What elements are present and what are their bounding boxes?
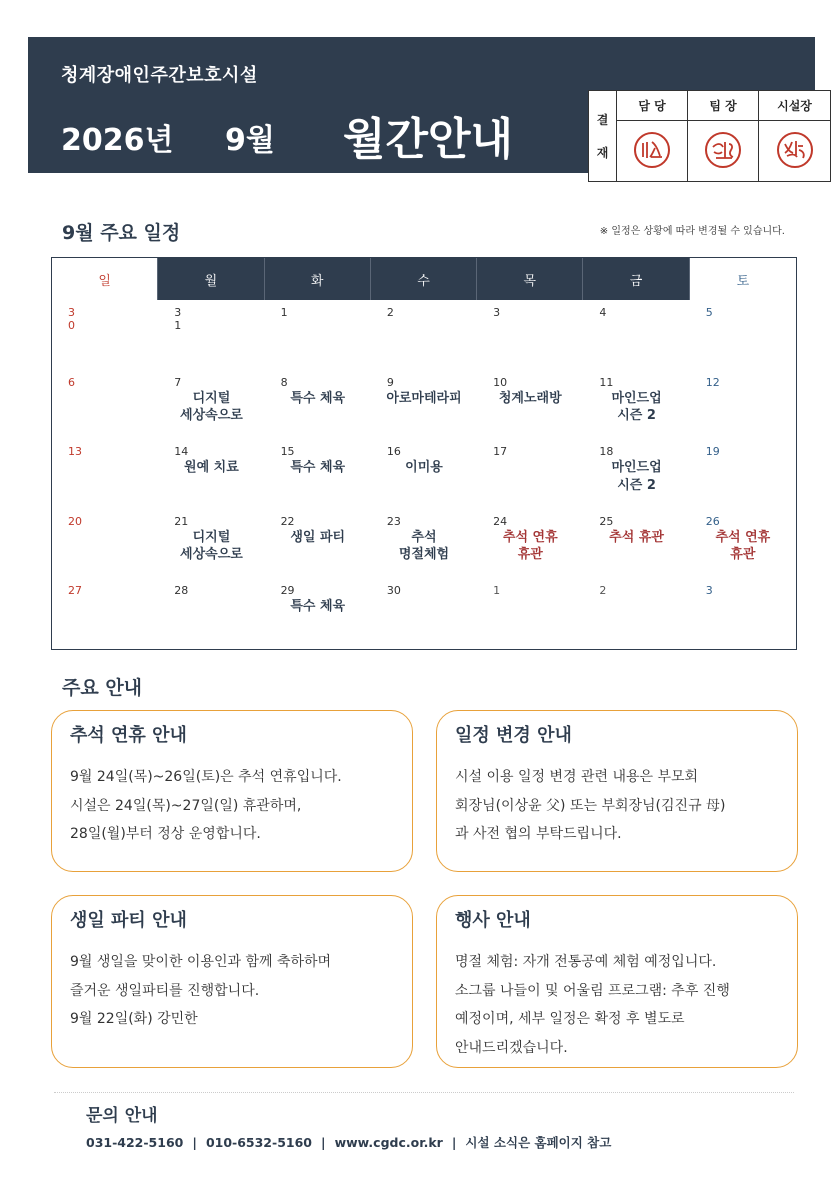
day-number: 20 xyxy=(68,514,82,528)
holiday-event-label: 추석 연휴 휴관 xyxy=(715,529,771,563)
notice-line: 시설 이용 일정 변경 관련 내용은 부모회 xyxy=(455,769,699,785)
event-label: 아로마테라피 xyxy=(386,390,462,406)
day-number: 2 xyxy=(599,584,607,598)
notice-events-body xyxy=(455,948,785,1063)
calendar-day-cell xyxy=(477,578,583,648)
day-number: 19 xyxy=(705,445,720,459)
seal-stamp-staff xyxy=(617,121,687,179)
day-number: 11 xyxy=(599,375,614,389)
calendar-day-cell xyxy=(690,509,796,579)
day-number: 4 xyxy=(599,306,607,319)
day-number: 9 xyxy=(386,375,394,389)
separator: | xyxy=(321,1135,326,1150)
day-number: 29 xyxy=(280,584,295,598)
day-number: 3 xyxy=(705,584,713,598)
event-label: 마인드업 시즌 2 xyxy=(611,390,662,424)
weekday-header-cell: 화 xyxy=(265,258,371,300)
day-number: 25 xyxy=(599,514,614,528)
holiday-event-label: 추석 연휴 휴관 xyxy=(502,529,558,563)
day-number: 30 xyxy=(386,584,401,598)
calendar-day-cell xyxy=(158,578,264,648)
notice-chuseok-body xyxy=(70,763,400,849)
calendar-day-cell xyxy=(477,439,583,509)
notice-line: 명절 체험: 자개 전통공예 체험 예정입니다. xyxy=(455,954,717,970)
calendar-day-cell xyxy=(583,509,689,579)
approval-col-team-leader xyxy=(688,91,759,181)
event-label: 특수 체육 xyxy=(290,599,346,615)
calendar-day-cell xyxy=(583,578,689,648)
calendar-day-cell xyxy=(477,370,583,440)
contact-phone-1[interactable]: 031-422-5160 xyxy=(86,1135,184,1150)
weekday-header-cell: 수 xyxy=(371,258,477,300)
notice-chuseok xyxy=(51,710,413,872)
event-label: 특수 체육 xyxy=(290,390,346,406)
separator: | xyxy=(192,1135,197,1150)
calendar-day-cell xyxy=(690,370,796,440)
website-note: 시설 소식은 홈페이지 참고 xyxy=(465,1135,612,1150)
approval-label-staff: 담 당 xyxy=(617,91,687,121)
day-number: 16 xyxy=(386,445,401,459)
day-number: 3 0 xyxy=(68,306,75,333)
calendar-day-cell xyxy=(265,578,371,648)
event-label: 생일 파티 xyxy=(290,529,346,545)
day-number: 27 xyxy=(68,584,82,598)
event-label: 추석 명절체험 xyxy=(398,529,450,563)
day-number: 8 xyxy=(280,375,288,389)
calendar-day-cell xyxy=(690,439,796,509)
calendar-day-cell xyxy=(371,509,477,579)
notice-schedule-change-body xyxy=(455,763,785,849)
event-label: 원예 치료 xyxy=(184,460,239,476)
approval-side-label xyxy=(589,91,617,181)
day-number: 5 xyxy=(705,306,713,319)
calendar-day-cell xyxy=(52,300,158,370)
header-year: 2026년 xyxy=(61,123,174,158)
notice-line: 28일(월)부터 정상 운영합니다. xyxy=(70,826,261,843)
event-label: 마인드업 시즌 2 xyxy=(611,460,662,493)
event-label: 청계노래방 xyxy=(498,390,562,406)
calendar-day-cell xyxy=(371,300,477,370)
day-number: 18 xyxy=(599,445,614,459)
weekday-header-cell: 목 xyxy=(477,258,583,300)
notice-line: 소그룹 나들이 및 어울림 프로그램: 추후 진행 xyxy=(455,982,730,999)
seal-stamp-team-leader xyxy=(688,121,758,179)
calendar-weekday-header xyxy=(52,258,796,300)
notice-line: 안내드리겠습니다. xyxy=(455,1040,568,1057)
page-title: 월간안내 xyxy=(343,114,514,165)
notice-line: 즐거운 생일파티를 진행합니다. xyxy=(70,982,260,999)
notice-schedule-change xyxy=(436,710,798,872)
event-label: 특수 체육 xyxy=(290,460,346,476)
day-number: 26 xyxy=(705,514,720,528)
notice-birthday-title: 생일 파티 안내 xyxy=(70,910,187,931)
facility-name: 청계장애인주간보호시설 xyxy=(61,65,258,86)
page-header xyxy=(28,37,815,173)
day-number: 7 xyxy=(174,375,182,389)
calendar-day-cell xyxy=(690,300,796,370)
schedule-note: ※ 일정은 상황에 따라 변경될 수 있습니다. xyxy=(599,226,785,237)
calendar-grid xyxy=(52,300,796,648)
day-number: 10 xyxy=(493,375,508,389)
calendar-day-cell xyxy=(158,509,264,579)
calendar-day-cell xyxy=(371,370,477,440)
calendar-day-cell xyxy=(477,300,583,370)
weekday-header-cell: 월 xyxy=(158,258,264,300)
event-label: 디지털 세상속으로 xyxy=(180,390,243,424)
event-label: 이미용 xyxy=(405,460,443,476)
calendar-day-cell xyxy=(583,300,689,370)
header-month: 9월 xyxy=(225,123,275,158)
approval-label-director: 시설장 xyxy=(759,91,830,121)
calendar-day-cell xyxy=(265,509,371,579)
day-number: 21 xyxy=(174,514,189,528)
notice-chuseok-title: 추석 연휴 안내 xyxy=(70,725,187,746)
notice-line: 시설은 24일(목)~27일(일) 휴관하며, xyxy=(70,797,302,814)
calendar-day-cell xyxy=(52,439,158,509)
calendar-day-cell xyxy=(265,370,371,440)
approval-label-team-leader: 팀 장 xyxy=(688,91,758,121)
website-link[interactable]: www.cgdc.or.kr xyxy=(334,1135,443,1150)
separator: | xyxy=(451,1135,457,1150)
approval-side-char-1: 결 xyxy=(596,113,609,127)
day-number: 23 xyxy=(386,514,401,528)
calendar-day-cell xyxy=(158,439,264,509)
weekday-header-cell: 토 xyxy=(690,258,796,300)
schedule-title: 9월 주요 일정 xyxy=(62,222,181,244)
holiday-event-label: 추석 휴관 xyxy=(609,529,664,545)
calendar-day-cell xyxy=(158,300,264,370)
contact-line xyxy=(86,1133,611,1151)
calendar-day-cell xyxy=(583,370,689,440)
notice-line: 9월 24일(목)~26일(토)은 추석 연휴입니다. xyxy=(70,769,342,785)
notice-events xyxy=(436,895,798,1068)
notice-birthday-body xyxy=(70,948,400,1034)
approval-col-director xyxy=(759,91,830,181)
day-number: 15 xyxy=(280,445,295,459)
calendar-day-cell xyxy=(52,578,158,648)
calendar-day-cell xyxy=(265,439,371,509)
calendar-day-cell xyxy=(52,370,158,440)
day-number: 2 xyxy=(386,306,394,319)
notices-title: 주요 안내 xyxy=(62,677,143,699)
notice-line: 9월 22일(화) 강민한 xyxy=(70,1011,198,1028)
weekday-header-cell: 일 xyxy=(52,258,158,300)
contact-phone-2[interactable]: 010-6532-5160 xyxy=(205,1135,312,1150)
day-number: 14 xyxy=(174,445,189,459)
event-label: 디지털 세상속으로 xyxy=(180,529,243,563)
calendar-day-cell xyxy=(371,578,477,648)
notice-events-title: 행사 안내 xyxy=(455,910,531,931)
notice-birthday xyxy=(51,895,413,1068)
notice-line: 예정이며, 세부 일정은 확정 후 별도로 xyxy=(455,1011,685,1028)
calendar-day-cell xyxy=(158,370,264,440)
calendar-day-cell xyxy=(371,439,477,509)
approval-col-staff xyxy=(617,91,688,181)
contact-footer xyxy=(54,1092,794,1157)
notice-line: 회장님(이상윤 父) 또는 부회장님(김진규 母) xyxy=(455,797,726,814)
approval-box xyxy=(588,90,831,182)
notice-schedule-change-title: 일정 변경 안내 xyxy=(455,725,572,746)
weekday-header-cell: 금 xyxy=(583,258,689,300)
seal-stamp-director xyxy=(759,121,830,179)
day-number: 12 xyxy=(705,375,720,389)
day-number: 13 xyxy=(68,445,82,459)
calendar-day-cell xyxy=(690,578,796,648)
day-number: 17 xyxy=(493,445,508,459)
day-number: 24 xyxy=(493,514,508,528)
day-number: 28 xyxy=(174,584,189,598)
day-number: 6 xyxy=(68,375,75,389)
day-number: 3 1 xyxy=(174,306,182,333)
notice-line: 과 사전 협의 부탁드립니다. xyxy=(455,826,622,843)
day-number: 3 xyxy=(493,306,501,319)
calendar-day-cell xyxy=(583,439,689,509)
day-number: 1 xyxy=(493,584,501,598)
calendar-day-cell xyxy=(265,300,371,370)
notice-line: 9월 생일을 맞이한 이용인과 함께 축하하며 xyxy=(70,954,332,970)
calendar-day-cell xyxy=(477,509,583,579)
day-number: 1 xyxy=(280,306,288,319)
monthly-calendar xyxy=(51,257,797,650)
day-number: 22 xyxy=(280,514,295,528)
calendar-day-cell xyxy=(52,509,158,579)
contact-title: 문의 안내 xyxy=(86,1106,158,1126)
approval-side-char-2: 재 xyxy=(596,146,609,160)
